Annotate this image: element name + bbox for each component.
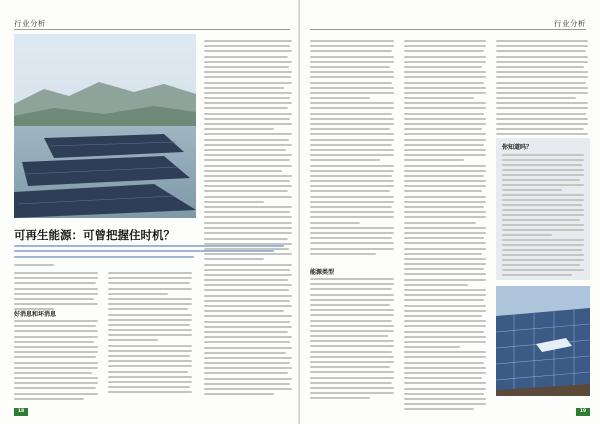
body-text-column-a-continued (310, 278, 394, 399)
rooftop-solar-photo (496, 286, 590, 396)
byline-line (14, 264, 64, 266)
did-you-know-text (502, 154, 584, 276)
body-text-column-right (204, 40, 292, 234)
body-text-column-c (496, 40, 588, 151)
body-text-column-2 (108, 272, 192, 393)
header-rule (310, 29, 586, 30)
section-heading-good-bad-news: 好消息和坏消息 (14, 311, 57, 318)
body-text-column-b (404, 40, 486, 410)
body-text-column-a (310, 40, 394, 255)
body-text-column-3 (204, 222, 292, 395)
right-page (300, 0, 600, 424)
section-heading-energy-types: 能源类型 (310, 269, 335, 276)
section-tag: 行业分析 (554, 19, 586, 28)
article-title: 可再生能源：可曾把握住时机？ (14, 228, 175, 242)
section-tag: 行业分析 (14, 19, 46, 28)
page-number-right: 19 (576, 408, 590, 416)
body-text-column-1 (14, 320, 98, 400)
did-you-know-title: 你知道吗？ (502, 144, 533, 151)
floating-solar-image (14, 34, 196, 218)
floating-solar-photo (14, 34, 196, 218)
intro-text (14, 272, 98, 310)
rooftop-solar-image (496, 286, 590, 396)
header-rule (14, 29, 290, 30)
page-number-left: 18 (14, 408, 28, 416)
did-you-know-box (496, 138, 590, 280)
